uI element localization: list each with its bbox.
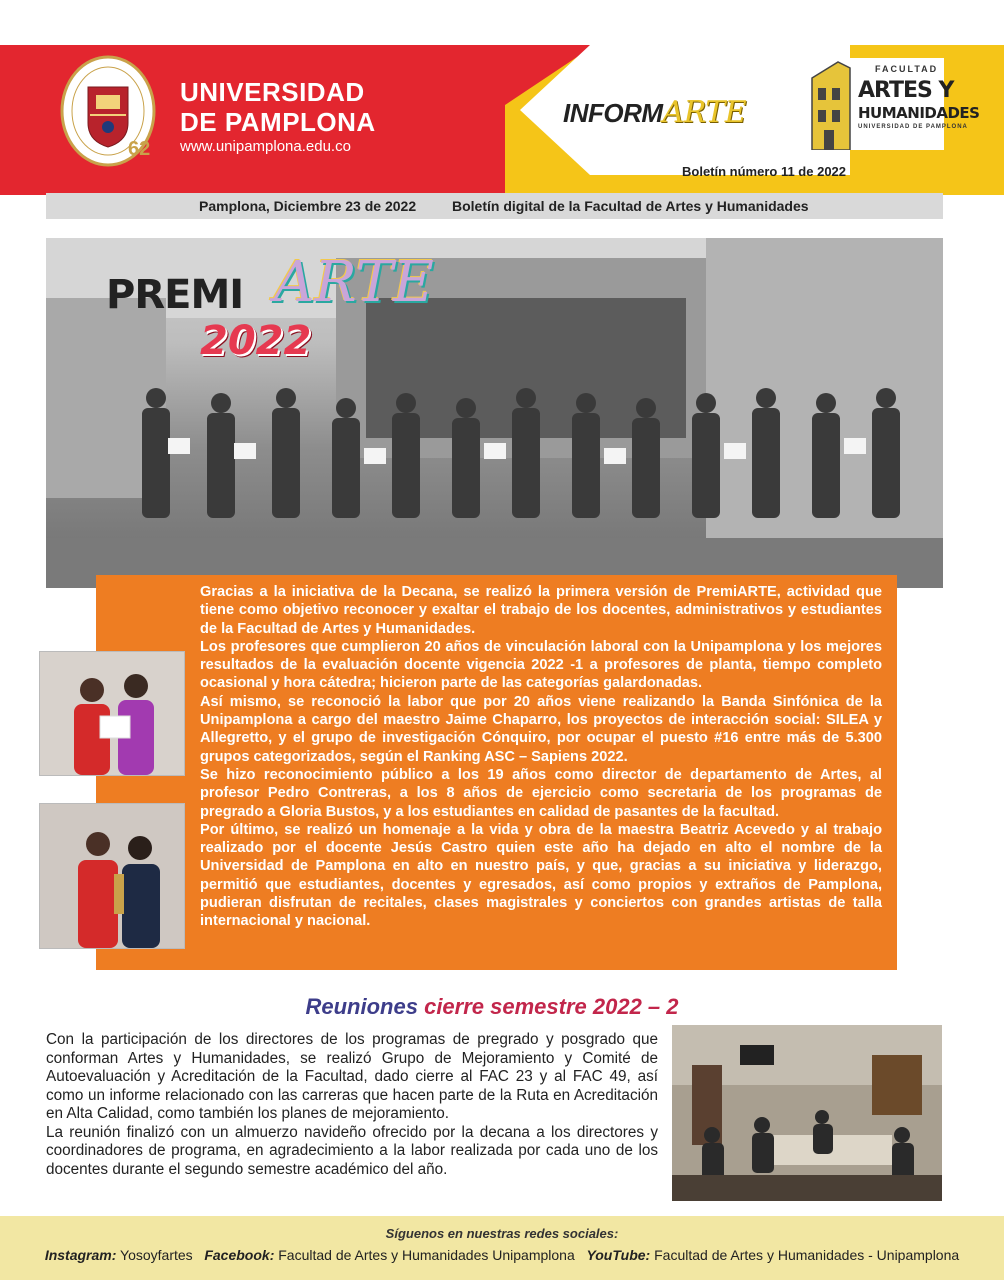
reuniones-title-a: Reuniones — [305, 994, 418, 1019]
youtube-link[interactable]: Facultad de Artes y Humanidades - Unipamplona — [654, 1247, 960, 1263]
premiarte-title-a: PREMI — [106, 272, 244, 318]
faculty-university: UNIVERSIDAD DE PAMPLONA — [858, 124, 968, 130]
premiarte-paragraph: Así mismo, se reconoció la labor que por 20 años viene realizando la Banda Sinfónica de la Unipamplona a cargo del maestro Jaime Chaparro, los proyectos de interacción social: SILEA y Allegretto, y el grupo de investigación Cónquiro, por ocupar el puesto #16 entre más de 5.300 grupos categorizados, según el Ranking ASC – Sapiens 2022. — [200, 693, 882, 765]
reuniones-paragraph: Con la participación de los directores de los programas de pregrado y posgrado que conforman Artes y Humanidades, se realizó Grupo de Mejoramiento y Comité de Autoevaluación y Acreditación de la Facultad, dado cierre al FAC 23 y al FAC 49, así como un informe relacionado con las carreras que hacen parte de la Ruta en Acreditación en Alta Calidad, como también los planes de mejoramiento. — [46, 1031, 658, 1122]
follow-us-text: Síguenos en nuestras redes sociales: — [385, 1226, 619, 1241]
newsletter-title — [563, 95, 746, 130]
award-photo-2 — [39, 803, 185, 949]
facebook-label: Facebook: — [204, 1247, 275, 1263]
youtube-label: YouTube: — [586, 1247, 651, 1263]
meeting-photo-illustration — [672, 1025, 942, 1201]
facebook-link[interactable]: Facultad de Artes y Humanidades Unipamplona — [278, 1247, 575, 1263]
premiarte-paragraph: Gracias a la iniciativa de la Decana, se realizó la primera versión de PremiARTE, actividad que tiene como objetivo reconocer y exaltar el trabajo de los docentes, administrativos y estudiantes de la Facultad de Artes y Humanidades. — [200, 584, 882, 637]
premiarte-title-year: 2022 — [200, 318, 312, 364]
instagram-label: Instagram: — [44, 1247, 117, 1263]
premiarte-title-b: ARTE — [274, 250, 434, 315]
premiarte-article — [200, 583, 882, 931]
university-seal-logo — [60, 55, 156, 167]
faculty-building-icon — [808, 58, 854, 150]
award-photo-2-illustration — [40, 804, 184, 948]
reuniones-article — [46, 1031, 658, 1179]
meeting-photo — [672, 1025, 942, 1201]
university-website-link[interactable]: www.unipamplona.edu.co — [180, 138, 351, 155]
bulletin-description: Boletín digital de la Facultad de Artes y Humanidades — [452, 198, 809, 214]
seal-anniversary-number: 62 — [128, 138, 151, 160]
instagram-link[interactable]: Yosoyfartes — [120, 1247, 193, 1263]
university-name-line2: DE PAMPLONA — [180, 107, 376, 137]
publication-date: Pamplona, Diciembre 23 de 2022 — [199, 198, 417, 214]
university-name — [180, 77, 376, 137]
premiarte-paragraph: Por último, se realizó un homenaje a la vida y obra de la maestra Beatriz Acevedo y al trabajo realizado por el docente Jesús Castro quien este año ha dejado en alto el nombre de la Universidad de Pamplona en alto en nuestro país, y que, gracias a su iniciativa y liderazgo, permitió que estudiantes, docentes y egresados, así como propios y extraños de Pamplona, pudieran disfrutan de recitales, clases magistrales y conciertos con grandes artistas de talla internacional y nacional. — [200, 821, 882, 930]
premiarte-paragraph: Se hizo reconocimiento público a los 19 años como director de departamento de Artes, al profesor Pedro Contreras, a los 8 años de ejercicio como secretaria de los programas de pregrado a Gloria Bustos, y a los estudiantes en calidad de pasantes de la facultad. — [200, 766, 882, 820]
award-photo-1-illustration — [40, 652, 184, 775]
newsletter-title-b: ARTE — [662, 95, 747, 130]
premiarte-paragraph: Los profesores que cumplieron 20 años de vinculación laboral con la Unipamplona y los mejores resultados de la evaluación docente vigencia 2022 -1 a profesores de planta, tiempo completo ocasional y hora cátedra; hicieron parte de las categorías galardonadas. — [200, 638, 882, 692]
reuniones-title-b: cierre semestre 2022 – 2 — [424, 994, 679, 1019]
newsletter-title-a: INFORM — [563, 98, 663, 128]
faculty-label: FACULTAD — [875, 64, 939, 74]
award-photo-1 — [39, 651, 185, 776]
university-name-line1: UNIVERSIDAD — [180, 77, 365, 107]
reuniones-paragraph: La reunión finalizó con un almuerzo navideño ofrecido por la decana a los directores y coordinadores de programa, en agradecimiento a la labor realizada por cada uno de los docentes durante el segundo semestre académico del año. — [46, 1123, 658, 1178]
faculty-name-line1: ARTES Y — [858, 78, 954, 103]
social-links — [0, 1247, 1004, 1263]
faculty-name-line2: HUMANIDADES — [858, 104, 980, 122]
bulletin-number: Boletín número 11 de 2022 — [682, 164, 847, 179]
reuniones-title — [0, 994, 984, 1020]
